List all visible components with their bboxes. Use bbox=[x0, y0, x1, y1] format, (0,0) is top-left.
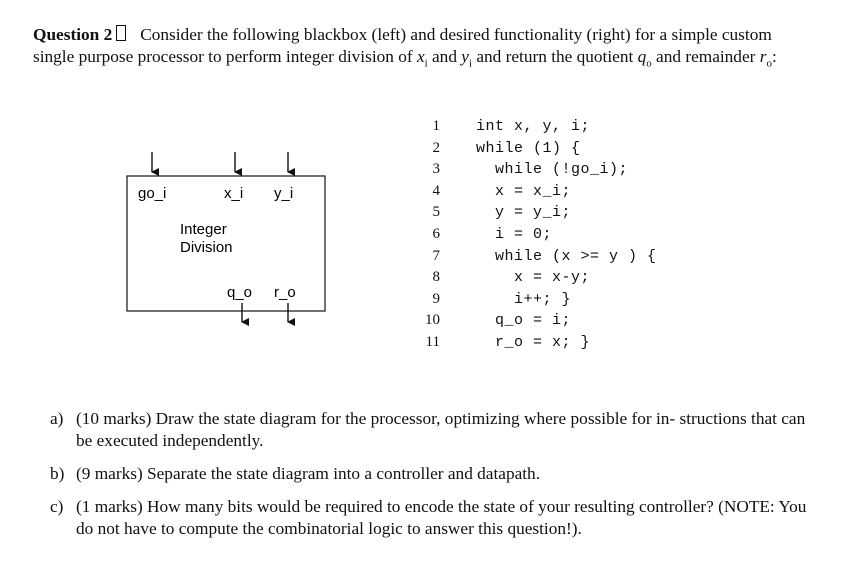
var-y: y bbox=[461, 47, 469, 66]
sub-o-r: o bbox=[766, 57, 772, 70]
text-end: : bbox=[771, 47, 777, 66]
var-q: q bbox=[637, 47, 647, 66]
sub-i-x: i bbox=[424, 57, 428, 70]
code-text: i = 0; bbox=[476, 225, 553, 243]
var-r: r bbox=[759, 47, 767, 66]
code-text: while (1) { bbox=[476, 139, 581, 157]
label-q-o: q_o bbox=[227, 284, 253, 301]
label-x-i: x_i bbox=[224, 185, 244, 202]
label-y-i: y_i bbox=[274, 185, 294, 202]
line-number: 11 bbox=[425, 333, 440, 350]
line-number: 1 bbox=[432, 118, 440, 134]
line-number: 6 bbox=[432, 225, 440, 242]
line-number: 4 bbox=[432, 182, 440, 199]
sub-i-y: i bbox=[468, 57, 473, 70]
part-a bbox=[50, 408, 820, 452]
line-number: 8 bbox=[432, 269, 440, 286]
label-r-o: r_o bbox=[274, 284, 296, 301]
checkbox-icon bbox=[116, 25, 126, 41]
code-text: x = x_i; bbox=[476, 182, 572, 200]
text-and2: and remainder bbox=[651, 47, 760, 66]
part-c-tag: c) bbox=[50, 497, 64, 516]
line-number: 7 bbox=[432, 247, 440, 264]
line-number: 3 bbox=[432, 161, 440, 178]
question-title: Question 2 bbox=[33, 25, 113, 44]
question-text: Consider the following blackbox (left) and desired functionality (right) for a simple custom single purpose processor to perform integer division of bbox=[33, 25, 772, 66]
line-number: 9 bbox=[432, 290, 440, 307]
part-c bbox=[50, 496, 820, 540]
code-text: q_o = i; bbox=[476, 312, 572, 330]
text-and: and bbox=[427, 47, 462, 66]
text-return: and return the quotient bbox=[472, 47, 638, 66]
blackbox-rect bbox=[127, 176, 325, 311]
part-c-text: (1 marks) How many bits would be required to encode the state of your resulting controller? (NOTE: You do not have to compute the combinatorial logic to answer this question!). bbox=[76, 497, 807, 538]
part-a-tag: a) bbox=[50, 409, 64, 428]
code-text: y = y_i; bbox=[476, 204, 572, 222]
line-number: 10 bbox=[425, 312, 440, 329]
line-number: 2 bbox=[432, 139, 440, 156]
label-integer: Integer bbox=[180, 221, 227, 238]
label-division: Division bbox=[180, 239, 233, 256]
code-text: r_o = x; } bbox=[476, 333, 591, 351]
part-a-text: (10 marks) Draw the state diagram for the processor, optimizing where possible for in- structions that can be executed independently. bbox=[76, 409, 806, 450]
code-text: int x, y, i; bbox=[476, 118, 591, 135]
code-text: while (!go_i); bbox=[476, 161, 629, 179]
code-text: while (x >= y ) { bbox=[476, 247, 657, 265]
sub-o-q: o bbox=[646, 57, 652, 70]
label-go-i: go_i bbox=[138, 185, 167, 202]
question-intro bbox=[33, 24, 813, 74]
part-b-tag: b) bbox=[50, 464, 65, 483]
var-x: x bbox=[416, 47, 425, 66]
code-text: x = x-y; bbox=[476, 269, 591, 287]
code-text: i++; } bbox=[476, 290, 572, 308]
part-b-text: (9 marks) Separate the state diagram into a controller and datapath. bbox=[76, 464, 541, 483]
question-parts bbox=[50, 408, 820, 551]
part-b bbox=[50, 463, 820, 485]
line-number: 5 bbox=[432, 204, 440, 221]
